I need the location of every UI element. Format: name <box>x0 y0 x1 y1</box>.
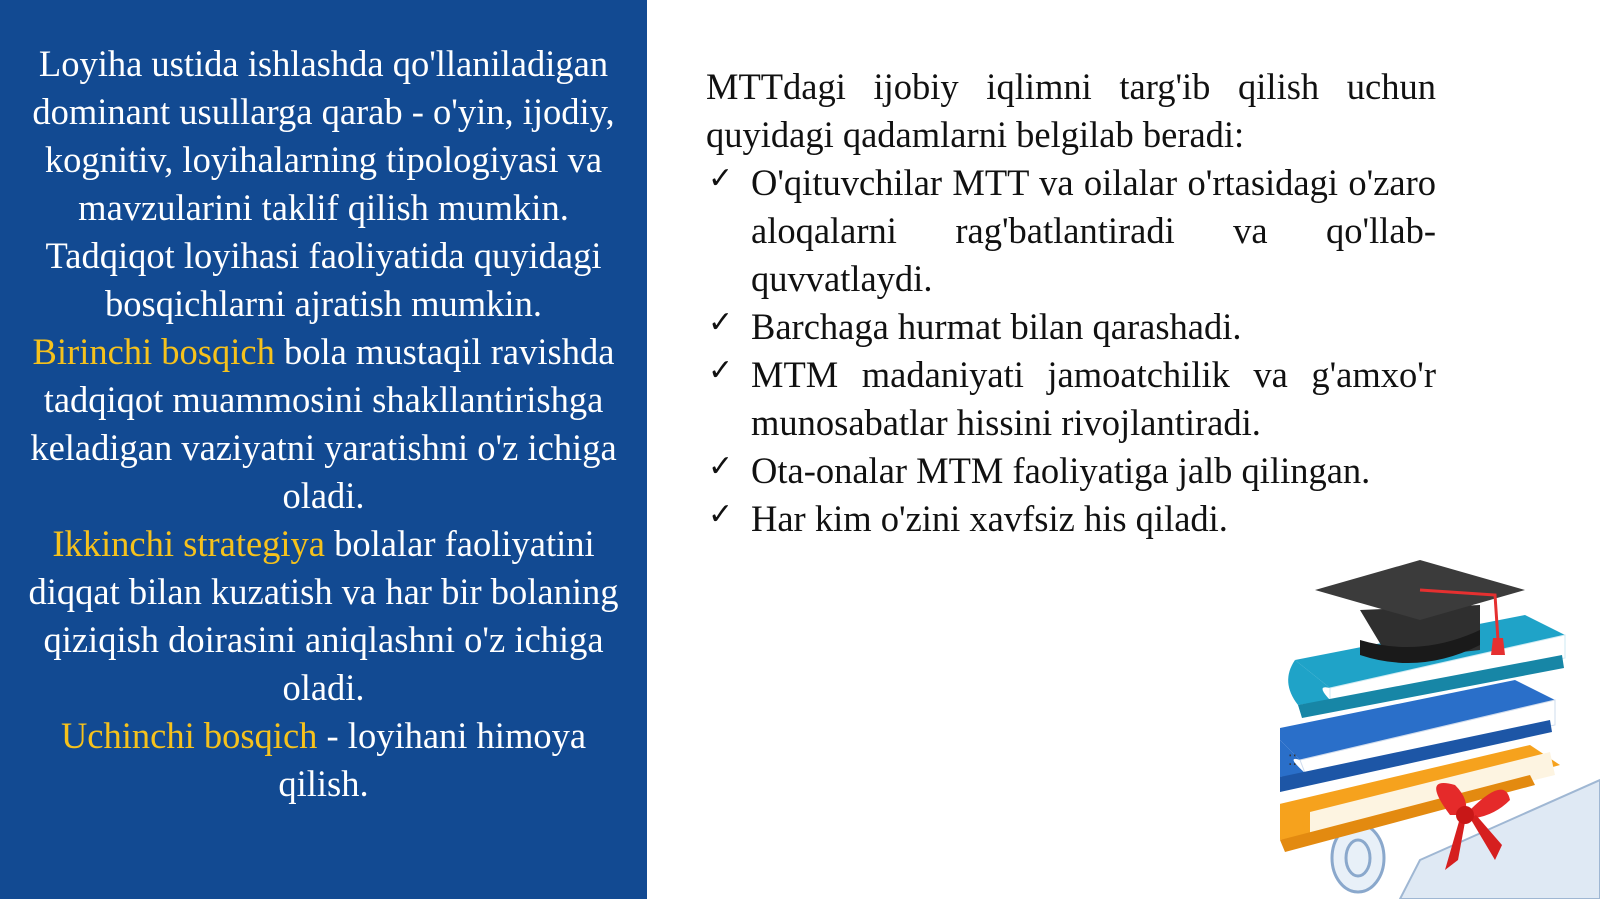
stage-3-paragraph <box>12 712 635 808</box>
checklist-item-text: MTM madaniyati jamoatchilik va g'amxo'r munosabatlar hissini rivojlantiradi. <box>751 354 1436 443</box>
stage-2-text: bolalar faoliyatini diqqat bilan kuzatish va har bir bolaning qiziqish doirasini aniqlashni o'z ichiga oladi. <box>28 523 619 708</box>
checkmark-icon: ✓ <box>708 449 734 484</box>
books-graduation-cap-icon <box>1280 560 1600 899</box>
stage-1-text: bola mustaqil ravishda tadqiqot muammosini shakllantirishga keladigan vaziyatni yaratishni o'z ichiga oladi. <box>30 331 617 516</box>
checklist <box>706 159 1436 543</box>
checklist-intro: MTTdagi ijobiy iqlimni targ'ib qilish uchun quyidagi qadamlarni belgilab beradi: <box>706 66 1436 155</box>
stage-3-title: Uchinchi bosqich <box>60 715 318 756</box>
checklist-item <box>706 159 1436 303</box>
stage-2-title: Ikkinchi strategiya <box>52 523 326 564</box>
right-panel <box>706 63 1436 543</box>
graduation-cap-icon <box>1315 560 1525 663</box>
checklist-item-text: Har kim o'zini xavfsiz his qiladi. <box>751 498 1228 539</box>
left-panel <box>0 0 647 899</box>
stage-3-text: - loyihani himoya qilish. <box>278 715 587 804</box>
stage-1-paragraph <box>12 328 635 520</box>
checkmark-icon: ✓ <box>708 497 734 532</box>
checklist-item <box>706 495 1436 543</box>
checklist-item-text: Barchaga hurmat bilan qarashadi. <box>751 306 1242 347</box>
checklist-item-text: Ota-onalar MTM faoliyatiga jalb qilingan. <box>751 450 1371 491</box>
stages-intro-paragraph: Tadqiqot loyihasi faoliyatida quyidagi bosqichlarni ajratish mumkin. <box>45 235 602 324</box>
checkmark-icon: ✓ <box>708 161 734 196</box>
checklist-item <box>706 447 1436 495</box>
checkmark-icon: ✓ <box>708 353 734 388</box>
stage-1-title: Birinchi bosqich <box>32 331 275 372</box>
checkmark-icon: ✓ <box>708 305 734 340</box>
svg-text:⁚⁚: ⁚⁚ <box>1288 753 1297 769</box>
checklist-item-text: O'qituvchilar MTT va oilalar o'rtasidagi o'zaro aloqalarni rag'batlantiradi va qo'llab-quvvatlaydi. <box>751 162 1436 299</box>
intro-paragraph: Loyiha ustida ishlashda qo'llaniladigan dominant usullarga qarab - o'yin, ijodiy, kognitiv, loyihalarning tipologiyasi va mavzularini taklif qilish mumkin. <box>32 43 615 228</box>
checklist-item <box>706 303 1436 351</box>
stage-2-paragraph <box>12 520 635 712</box>
checklist-item <box>706 351 1436 447</box>
